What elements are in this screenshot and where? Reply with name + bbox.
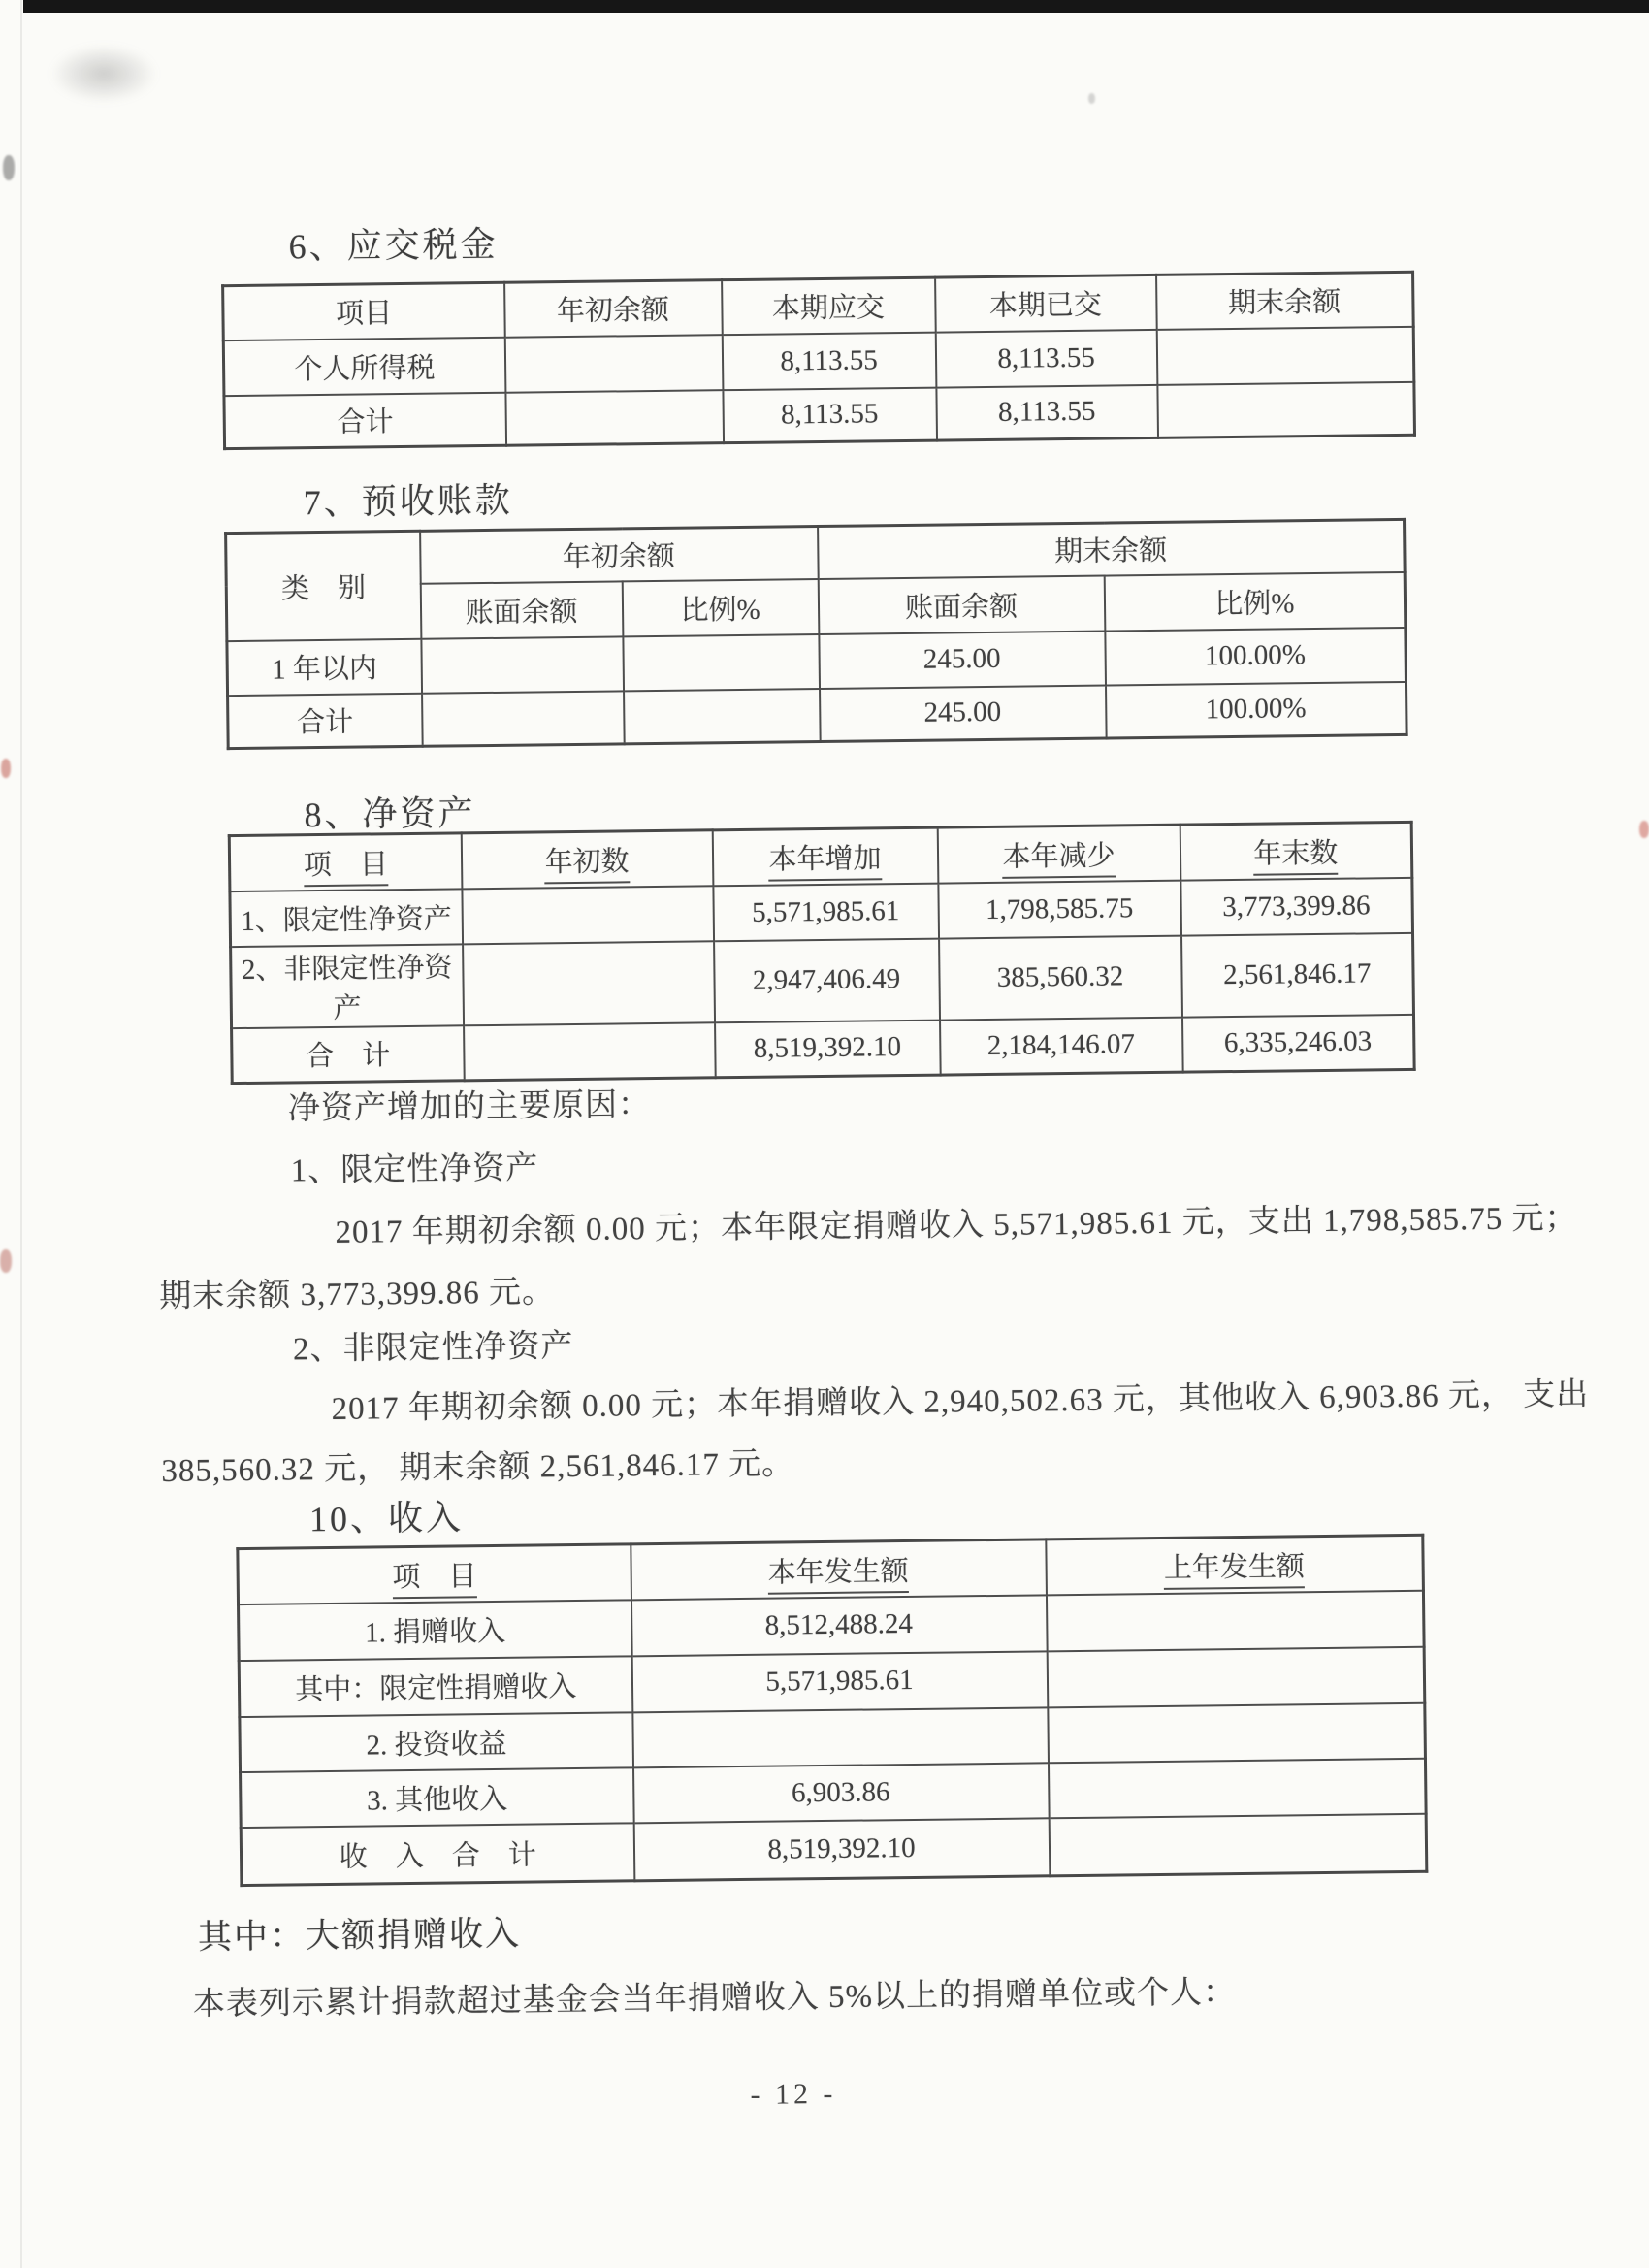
table-row bbox=[231, 932, 1414, 1027]
cell-increase: 5,571,985.61 bbox=[713, 883, 939, 941]
cell-payable: 8,113.55 bbox=[722, 332, 936, 390]
cell-end: 2,561,846.17 bbox=[1181, 932, 1414, 1017]
header-prior-year: 上年发生额 bbox=[1046, 1535, 1424, 1595]
cell-item: 1、限定性净资产 bbox=[230, 889, 463, 947]
header-book-balance: 账面余额 bbox=[420, 581, 623, 638]
header-book-balance: 账面余额 bbox=[818, 575, 1105, 633]
cell-prior bbox=[1047, 1646, 1425, 1707]
cell-end: 3,773,399.86 bbox=[1180, 877, 1413, 935]
large-donation-heading: 其中：大额捐赠收入 bbox=[197, 1914, 522, 1957]
cell-begin-amount bbox=[422, 691, 625, 746]
taxes-payable-table bbox=[221, 271, 1416, 450]
header-end-balance: 期末余额 bbox=[1156, 272, 1414, 329]
page-number: - 12 - bbox=[750, 2077, 837, 2111]
header-begin: 年初数 bbox=[461, 830, 713, 889]
header-item: 项目 bbox=[223, 282, 505, 340]
header-current-year: 本年发生额 bbox=[630, 1539, 1047, 1600]
cell-end: 6,335,246.03 bbox=[1182, 1014, 1415, 1072]
cell-item: 收 入 合 计 bbox=[241, 1823, 634, 1886]
header-end-group: 期末余额 bbox=[818, 519, 1406, 578]
notes-intro: 净资产增加的主要原因： bbox=[287, 1087, 652, 1127]
cell-prior bbox=[1049, 1813, 1427, 1876]
header-item: 项 目 bbox=[238, 1544, 631, 1604]
cell-current bbox=[632, 1707, 1049, 1767]
cell-begin-amount bbox=[421, 636, 624, 693]
cell-end bbox=[1156, 326, 1414, 384]
cell-begin-ratio bbox=[624, 689, 821, 744]
cell-current: 8,512,488.24 bbox=[630, 1595, 1047, 1656]
cell-current: 5,571,985.61 bbox=[631, 1651, 1048, 1712]
cell-end-amount: 245.00 bbox=[820, 685, 1107, 741]
header-increase: 本年增加 bbox=[712, 827, 938, 886]
cell-end-amount: 245.00 bbox=[819, 631, 1106, 688]
cell-prior bbox=[1048, 1758, 1426, 1818]
notes-unrestricted-detail-wrap: 385,560.32 元， 期末余额 2,561,846.17 元。 bbox=[161, 1446, 795, 1489]
cell-prior bbox=[1046, 1590, 1424, 1651]
cell-begin bbox=[464, 1022, 716, 1081]
cell-category: 1 年以内 bbox=[227, 638, 422, 695]
cell-paid: 8,113.55 bbox=[936, 384, 1158, 440]
income-table bbox=[236, 1534, 1428, 1887]
cell-begin bbox=[504, 335, 723, 393]
cell-decrease: 2,184,146.07 bbox=[940, 1017, 1183, 1075]
cell-current: 8,519,392.10 bbox=[633, 1818, 1050, 1881]
cell-end bbox=[1157, 381, 1415, 437]
header-begin-balance: 年初余额 bbox=[504, 280, 723, 338]
header-item: 项 目 bbox=[229, 833, 462, 891]
cell-increase: 8,519,392.10 bbox=[715, 1020, 941, 1078]
advance-receipts-table bbox=[224, 518, 1408, 750]
section-title-net-assets: 8、净资产 bbox=[304, 794, 476, 835]
notes-unrestricted-detail: 2017 年期初余额 0.00 元；本年捐赠收入 2,940,502.63 元，其他收入 6,903.86 元， 支出 bbox=[331, 1377, 1590, 1427]
cell-item: 3. 其他收入 bbox=[241, 1767, 634, 1828]
cell-decrease: 1,798,585.75 bbox=[938, 880, 1181, 938]
large-donation-note: 本表列示累计捐款超过基金会当年捐赠收入 5%以上的捐赠单位或个人： bbox=[192, 1975, 1237, 2023]
header-ratio: 比例% bbox=[622, 579, 819, 636]
cell-item: 其中：限定性捐赠收入 bbox=[239, 1656, 632, 1717]
notes-subheading-unrestricted: 2、非限定性净资产 bbox=[292, 1329, 574, 1368]
scan-mark bbox=[1639, 821, 1649, 838]
header-payable: 本期应交 bbox=[722, 277, 936, 335]
notes-subheading-restricted: 1、限定性净资产 bbox=[290, 1150, 539, 1189]
cell-paid: 8,113.55 bbox=[935, 329, 1157, 387]
section-title-income: 10、收入 bbox=[308, 1498, 465, 1539]
cell-begin bbox=[505, 390, 724, 446]
cell-prior bbox=[1048, 1702, 1426, 1763]
header-paid: 本期已交 bbox=[935, 275, 1157, 332]
header-ratio: 比例% bbox=[1104, 571, 1406, 631]
header-end: 年末数 bbox=[1180, 822, 1412, 880]
section-title-taxes-payable: 6、应交税金 bbox=[288, 224, 499, 267]
cell-current: 6,903.86 bbox=[633, 1763, 1050, 1823]
cell-item: 合 计 bbox=[232, 1025, 465, 1084]
cell-payable: 8,113.55 bbox=[723, 387, 937, 443]
cell-item: 2、非限定性净资产 bbox=[231, 944, 464, 1028]
cell-item: 2. 投资收益 bbox=[240, 1712, 633, 1772]
header-category: 类 别 bbox=[226, 531, 421, 640]
cell-item: 1. 捐赠收入 bbox=[239, 1600, 632, 1661]
cell-decrease: 385,560.32 bbox=[939, 935, 1182, 1020]
cell-begin bbox=[463, 941, 715, 1025]
cell-end-ratio: 100.00% bbox=[1106, 681, 1407, 738]
cell-end-ratio: 100.00% bbox=[1105, 627, 1406, 685]
header-decrease: 本年减少 bbox=[937, 825, 1180, 883]
cell-item: 合计 bbox=[224, 392, 506, 448]
notes-restricted-detail-wrap: 期末余额 3,773,399.86 元。 bbox=[159, 1275, 556, 1315]
cell-increase: 2,947,406.49 bbox=[714, 938, 940, 1022]
cell-category: 合计 bbox=[228, 693, 423, 748]
net-assets-table bbox=[228, 821, 1416, 1085]
cell-begin-ratio bbox=[623, 634, 820, 691]
cell-begin bbox=[462, 886, 714, 944]
header-begin-group: 年初余额 bbox=[420, 527, 819, 584]
notes-restricted-detail: 2017 年期初余额 0.00 元；本年限定捐赠收入 5,571,985.61 元，支出 1,798,585.75 元； bbox=[335, 1200, 1578, 1250]
section-title-advance-receipts: 7、预收账款 bbox=[303, 480, 513, 523]
cell-item: 个人所得税 bbox=[223, 337, 505, 395]
